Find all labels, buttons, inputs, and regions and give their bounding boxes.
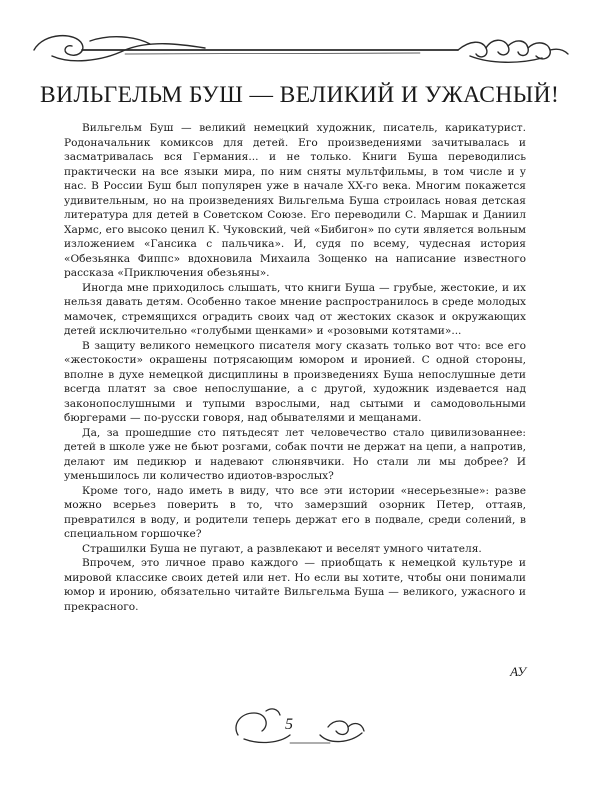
author-signature: АУ bbox=[510, 664, 526, 679]
article-body bbox=[64, 121, 526, 614]
body-paragraph: Вильгельм Буш — великий немецкий художник, писатель, карикатурист. Родоначальник комиксов для детей. Его произведениями зачитывалась и засматривалась вся Германия... и не только. Книги Буша переводились практически на все языки мира, по ним сняты мультфильмы, в том числе и у нас. В России Буш был популярен уже в начале XX-го века. Многим покажется удивительным, но на произведениях Вильгельма Буша строилась новая детская литература для детей в Советском Союзе. Его переводили С. Маршак и Даниил Хармс, его высоко ценил К. Чуковский, чей «Бибигон» по сути является вольным изложением «Гансика с пальчика». И, судя по всему, чудесная история «Обезьянка Фиппс» вдохновила Михаила Зощенко на написание известного рассказа «Приключения обезьяны». bbox=[64, 122, 526, 279]
body-paragraph: В защиту великого немецкого писателя могу сказать только вот что: все его «жестокости» окрашены потрясающим юмором и иронией. С одной стороны, вполне в духе немецкой дисциплины в произведениях Буша непослушные дети всегда платят за свое непослушание, а с другой, художник издевается над законопослушными и тупыми взрослыми, над сытыми и самодовольными бюргерами — по-русски говоря, над обывателями и мещанами. bbox=[64, 339, 526, 424]
body-paragraph: Да, за прошедшие сто пятьдесят лет человечество стало цивилизованнее: детей в школе уже не бьют розгами, собак почти не держат на цепи, а напротив, делают им педикюр и надевают слюнявчики. Но стали ли мы добрее? И уменьшилось ли количество идиотов-взрослых? bbox=[64, 426, 526, 482]
article-title: ВИЛЬГЕЛЬМ БУШ — ВЕЛИКИЙ И УЖАСНЫЙ! bbox=[40, 82, 560, 108]
page-number: 5 bbox=[285, 716, 293, 733]
body-paragraph: Кроме того, надо иметь в виду, что все эти истории «несерьезные»: разве можно всерьез поверить в то, что замерзший озорник Петер, оттаяв, превратился в воду, и родители теперь держат его в подвале, среди солений, в специальном горшочке? bbox=[64, 484, 526, 540]
body-paragraph: Иногда мне приходилось слышать, что книги Буша — грубые, жестокие, и их нельзя давать детям. Особенно такое мнение распространилось в среде молодых мамочек, стремящихся оградить своих чад от жестоких сказок и окружающих детей исключительно «голубыми щенками» и «розовыми котятами»... bbox=[64, 281, 526, 337]
body-paragraph: Впрочем, это личное право каждого — приобщать к немецкой культуре и мировой классике своих детей или нет. Но если вы хотите, чтобы они понимали юмор и иронию, обязательно читайте Вильгельма Буша — великого, ужасного и прекрасного. bbox=[64, 557, 526, 613]
top-flourish-ornament bbox=[30, 30, 570, 70]
bottom-flourish-ornament bbox=[230, 705, 370, 750]
body-paragraph: Страшилки Буша не пугают, а развлекают и веселят умного читателя. bbox=[82, 542, 482, 555]
